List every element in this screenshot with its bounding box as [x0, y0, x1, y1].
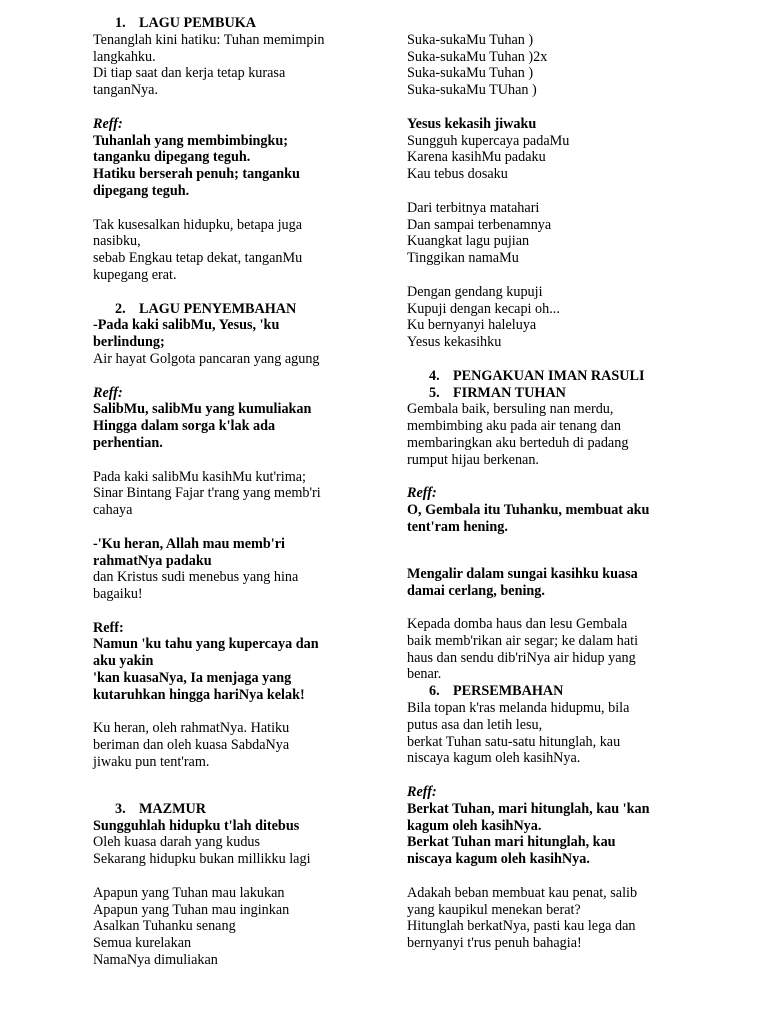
section-title: MAZMUR [139, 800, 206, 817]
lyric-line: bernyanyi t'rus penuh bahagia! [407, 935, 582, 952]
lyric-line: Kupuji dengan kecapi oh... [407, 300, 560, 317]
lyric-line: Hitunglah berkatNya, pasti kau lega dan [407, 918, 636, 935]
lyric-line: cahaya [93, 502, 133, 519]
bold-line: -Pada kaki salibMu, Yesus, 'ku [93, 317, 280, 334]
lyric-line: Gembala baik, bersuling nan merdu, [407, 401, 614, 418]
left-column [93, 15, 355, 969]
lyric-line: membimbing aku pada air tenang dan [407, 418, 621, 435]
refrain-line: 'kan kuasaNya, Ia menjaga yang [93, 670, 292, 687]
bold-line: Sungguhlah hidupku t'lah ditebus [93, 817, 300, 834]
lyric-line: Tenanglah kini hatiku: Tuhan memimpin [93, 31, 325, 48]
lyric-line: Ku heran, oleh rahmatNya. Hatiku [93, 720, 290, 737]
section-title: FIRMAN TUHAN [453, 384, 566, 401]
section-lagu-penyembahan [93, 301, 355, 771]
refrain-line: SalibMu, salibMu yang kumuliakan [93, 401, 312, 418]
lyric-line: yang kaupikul menekan berat? [407, 901, 581, 918]
lyric-line: Tak kusesalkan hidupku, betapa juga [93, 216, 303, 233]
reff-label: Reff: [93, 384, 123, 401]
lyric-line: niscaya kagum oleh kasihNya. [407, 750, 581, 767]
section-heading [407, 385, 683, 402]
lyric-line: Kuangkat lagu pujian [407, 233, 530, 250]
bold-line: Yesus kekasih jiwaku [407, 115, 537, 132]
refrain-line: O, Gembala itu Tuhanku, membuat aku [407, 502, 650, 519]
section-mazmur [93, 801, 355, 969]
refrain-line: perhentian. [93, 434, 163, 451]
lyric-line: Apapun yang Tuhan mau lakukan [93, 884, 285, 901]
lyric-line: dan Kristus sudi menebus yang hina [93, 569, 299, 586]
lyric-line: Kau tebus dosaku [407, 166, 508, 183]
lyric-line: Suka-sukaMu Tuhan ) [407, 31, 534, 48]
lyric-line: Suka-sukaMu Tuhan )2x [407, 48, 548, 65]
lyric-line: Kepada domba haus dan lesu Gembala [407, 616, 628, 633]
lyric-line: Semua kurelakan [93, 935, 192, 952]
section-persembahan [407, 683, 683, 952]
lyric-line: Sinar Bintang Fajar t'rang yang memb'ri [93, 485, 321, 502]
section-pengakuan-iman [407, 368, 683, 385]
lyric-line: Apapun yang Tuhan mau inginkan [93, 901, 290, 918]
section-number: 6. [429, 683, 440, 700]
lyric-line: Yesus kekasihku [407, 334, 502, 351]
lyric-line: Dengan gendang kupuji [407, 283, 543, 300]
lyric-line: bagaiku! [93, 586, 143, 603]
lyric-line: langkahku. [93, 48, 156, 65]
section-title: LAGU PENYEMBAHAN [139, 300, 297, 317]
refrain-line: Tuhanlah yang membimbingku; [93, 132, 289, 149]
lyric-line: rumput hijau berkenan. [407, 451, 539, 468]
bold-line: rahmatNya padaku [93, 552, 212, 569]
lyric-line: Pada kaki salibMu kasihMu kut'rima; [93, 468, 306, 485]
lyric-line: haus dan sendu dib'riNya air hidup yang [407, 649, 636, 666]
section-title: LAGU PEMBUKA [139, 15, 257, 31]
lyric-line: Sungguh kupercaya padaMu [407, 132, 570, 149]
lyric-line: membaringkan aku berteduh di padang [407, 434, 629, 451]
section-firman-tuhan [407, 385, 683, 684]
lyric-line: Bila topan k'ras melanda hidupmu, bila [407, 700, 630, 717]
refrain-line: Namun 'ku tahu yang kupercaya dan [93, 636, 319, 653]
lyric-line: Asalkan Tuhanku senang [93, 918, 236, 935]
refrain-line: kagum oleh kasihNya. [407, 817, 542, 834]
section-title: PENGAKUAN IMAN RASULI [453, 367, 645, 384]
section-mazmur-continued [407, 15, 683, 351]
section-heading [93, 301, 355, 318]
lyric-line: putus asa dan letih lesu, [407, 716, 543, 733]
lyric-line: Oleh kuasa darah yang kudus [93, 834, 261, 851]
section-number: 4. [429, 367, 440, 384]
refrain-line: Mengalir dalam sungai kasihku kuasa [407, 565, 638, 582]
lyric-line: NamaNya dimuliakan [93, 952, 218, 969]
lyric-line: benar. [407, 666, 442, 683]
reff-label: Reff: [93, 619, 124, 636]
lyric-line: Sekarang hidupku bukan millikku lagi [93, 851, 311, 868]
refrain-line: niscaya kagum oleh kasihNya. [407, 851, 590, 868]
lyric-line: Suka-sukaMu Tuhan ) [407, 65, 534, 82]
refrain-line: dipegang teguh. [93, 182, 190, 199]
right-column [407, 15, 683, 952]
lyric-line: sebab Engkau tetap dekat, tanganMu [93, 250, 303, 267]
lyric-line: Adakah beban membuat kau penat, salib [407, 884, 638, 901]
lyric-line: Dari terbitnya matahari [407, 199, 540, 216]
refrain-line: tanganku dipegang teguh. [93, 149, 251, 166]
bold-line: berlindung; [93, 334, 165, 351]
lyric-line: Karena kasihMu padaku [407, 149, 546, 166]
refrain-line: Berkat Tuhan mari hitunglah, kau [407, 834, 616, 851]
lyric-line: Di tiap saat dan kerja tetap kurasa [93, 65, 286, 82]
bold-line: -'Ku heran, Allah mau memb'ri [93, 535, 285, 552]
refrain-line: Hingga dalam sorga k'lak ada [93, 418, 276, 435]
refrain-line: Hatiku berserah penuh; tanganku [93, 166, 300, 183]
section-number: 3. [115, 800, 126, 817]
lyric-line: Air hayat Golgota pancaran yang agung [93, 350, 320, 367]
section-lagu-pembuka [93, 15, 355, 284]
lyric-line: berkat Tuhan satu-satu hitunglah, kau [407, 733, 621, 750]
lyric-line: Tinggikan namaMu [407, 250, 519, 267]
section-heading [407, 683, 683, 700]
lyric-line: beriman dan oleh kuasa SabdaNya [93, 737, 290, 754]
lyric-line: kupegang erat. [93, 266, 177, 283]
section-number: 5. [429, 384, 440, 401]
refrain-line: damai cerlang, bening. [407, 582, 545, 599]
lyric-line: Dan sampai terbenamnya [407, 216, 552, 233]
reff-label: Reff: [93, 115, 123, 132]
lyric-line: nasibku, [93, 233, 141, 250]
section-title: PERSEMBAHAN [453, 683, 564, 700]
reff-label: Reff: [407, 784, 437, 801]
lyric-line: Ku bernyanyi haleluya [407, 317, 537, 334]
lyric-line: Suka-sukaMu TUhan ) [407, 82, 537, 99]
lyric-line: jiwaku pun tent'ram. [93, 754, 210, 771]
refrain-line: Berkat Tuhan, mari hitunglah, kau 'kan [407, 800, 650, 817]
section-heading [93, 15, 355, 32]
section-heading [407, 368, 683, 385]
refrain-line: kutaruhkan hingga hariNya kelak! [93, 686, 305, 703]
section-number: 2. [115, 300, 126, 317]
refrain-line: aku yakin [93, 653, 154, 670]
reff-label: Reff: [407, 485, 437, 502]
refrain-line: tent'ram hening. [407, 518, 508, 535]
section-heading [93, 801, 355, 818]
section-number: 1. [115, 15, 126, 31]
lyric-line: tanganNya. [93, 82, 159, 99]
lyric-line: baik memb'rikan air segar; ke dalam hati [407, 632, 639, 649]
